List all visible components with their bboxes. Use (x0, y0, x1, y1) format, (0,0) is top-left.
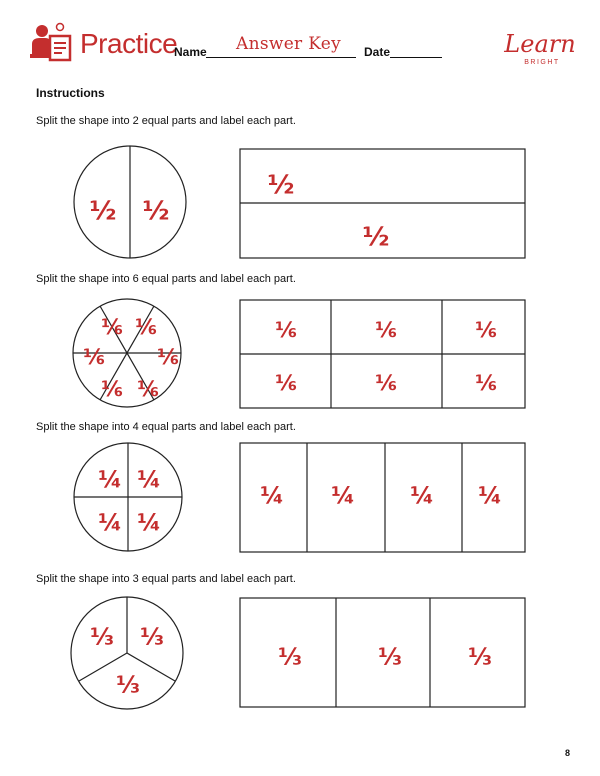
circle-fraction-label: ¼ (98, 510, 122, 537)
name-label: Name (174, 45, 207, 59)
rect-fraction-label: ½ (362, 222, 390, 253)
fraction-labels (83, 171, 502, 699)
prompt-sixths: Split the shape into 6 equal parts and label each part. (36, 273, 296, 285)
rect-fraction-label: ½ (267, 170, 295, 201)
date-label: Date (364, 45, 391, 59)
prompt-quarters: Split the shape into 4 equal parts and label each part. (36, 421, 296, 433)
rect-fraction-label: ⅓ (278, 644, 302, 671)
circle-fraction-label: ⅙ (135, 315, 157, 339)
brand-name: Learn (504, 30, 576, 58)
circle-fraction-label: ½ (89, 196, 117, 227)
rect-fraction-label: ⅙ (475, 318, 497, 342)
answer-key-text: Answer Key (236, 34, 341, 54)
circle-fraction-label: ⅓ (116, 672, 140, 699)
circle-fraction-label: ⅙ (101, 315, 123, 339)
circle-fraction-label: ⅓ (140, 624, 164, 651)
rect-fraction-label: ⅓ (378, 644, 402, 671)
shape-outlines (71, 146, 525, 709)
circle-fraction-label: ⅙ (101, 377, 123, 401)
circle-fraction-label: ⅙ (83, 345, 105, 369)
prompt-thirds: Split the shape into 3 equal parts and label each part. (36, 573, 296, 585)
instructions-heading: Instructions (36, 86, 105, 100)
brand-subtitle: BRIGHT (524, 59, 560, 66)
rect-fraction-label: ⅙ (275, 318, 297, 342)
circle-fraction-label: ⅓ (90, 624, 114, 651)
page-number: 8 (565, 748, 571, 758)
rect-fraction-label: ¼ (410, 483, 434, 510)
prompt-halves: Split the shape into 2 equal parts and label each part. (36, 115, 296, 127)
page-title: Practice (80, 28, 178, 59)
rect-fraction-label: ⅙ (375, 371, 397, 395)
rect-fraction-label: ¼ (331, 483, 355, 510)
rect-fraction-label: ¼ (260, 483, 284, 510)
rect-fraction-label: ⅙ (475, 371, 497, 395)
rect-fraction-label: ⅙ (275, 371, 297, 395)
circle-fraction-label: ⅙ (137, 377, 159, 401)
circle-fraction-label: ½ (142, 196, 170, 227)
circle-fraction-label: ¼ (98, 467, 122, 494)
rect-fraction-label: ⅙ (375, 318, 397, 342)
circle-fraction-label: ⅙ (157, 345, 179, 369)
circle-fraction-label: ¼ (137, 510, 161, 537)
circle-fraction-label: ¼ (137, 467, 161, 494)
rect-fraction-label: ¼ (478, 483, 502, 510)
rect-fraction-label: ⅓ (468, 644, 492, 671)
